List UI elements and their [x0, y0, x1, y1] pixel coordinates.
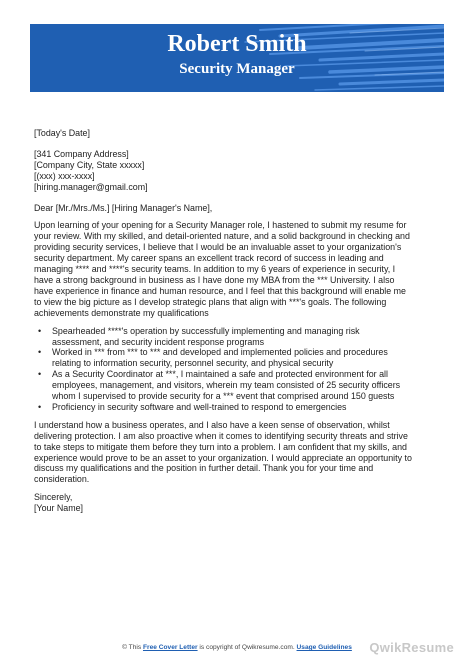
paragraph-line: to take steps to mitigate them before they turn into a problem. I am confident that my skills, and [34, 441, 407, 452]
paragraph-line: delivering protection. I am also proactive when it comes to identifying security threats and strive [34, 430, 408, 441]
paragraph-line: I understand how a business operates, and I also have a keen sense of observation, whilst [34, 419, 390, 430]
bullet-icon: • [38, 401, 42, 412]
paragraph-line: achievements demonstrate my qualifications [34, 307, 209, 318]
letter-date: [Today's Date] [34, 128, 90, 138]
bullet-line: Spearheaded ****'s operation by successfully implementing and managing risk [52, 325, 360, 336]
paragraph-line: security department. My career spans an excellent track record of success in leading and [34, 253, 384, 264]
footer-prefix: © This [122, 644, 143, 651]
bullet-line: whom I supervised to provide security for a *** event that comprised around 150 guests [52, 391, 395, 402]
paragraph-line: to view the big picture as I develop strategic plans that align with ***'s goals. The following [34, 296, 387, 307]
bullet-line: assessment, and security incident response programs [52, 336, 265, 347]
applicant-title: Security Manager [179, 61, 295, 77]
intro-paragraph [34, 220, 444, 318]
footer-middle: is copyright of Qwikresume.com. [197, 644, 297, 651]
list-item [34, 369, 444, 402]
closing-paragraph [34, 420, 444, 485]
paragraph-line: managing **** and ****'s security teams. In addition to my 6 years of experience in security, I [34, 264, 396, 275]
bullet-line: Proficiency in security software and well-trained to respond to emergencies [52, 401, 347, 412]
free-cover-letter-link[interactable]: Free Cover Letter [142, 644, 198, 651]
address-line: [Company City, State xxxxx] [34, 159, 145, 170]
bullet-icon: • [38, 369, 42, 380]
bullet-line: As a Security Coordinator at ***, I maintained a safe and protected environment for all [52, 369, 388, 380]
qwikresume-logo: QwikResume [369, 640, 454, 655]
address-line: [(xxx) xxx-xxxx] [34, 170, 95, 181]
paragraph-line: Upon learning of your opening for a Security Manager role, I hastened to submit my resume for [34, 220, 407, 231]
address-line: [hiring.manager@gmail.com] [34, 181, 148, 192]
paragraph-line: have experience in finance and human resource, and I feel that this background will enable me [34, 285, 406, 296]
bullet-line: Worked in *** from *** to *** and developed and implemented policies and procedures [52, 347, 388, 358]
paragraph-line: have a strong background in business as I have done my MBA from the *** University. I also [34, 274, 395, 285]
applicant-name: Robert Smith [167, 31, 307, 57]
salutation: Dear [Mr./Mrs./Ms.] [Hiring Manager's Name], [34, 202, 213, 213]
paragraph-line: providing security services, I believe that I would be an invaluable asset to your organization's [34, 242, 402, 253]
address-line: [341 Company Address] [34, 148, 129, 159]
paragraph-line: discuss my qualifications and the position in further detail. Thank you for your time and [34, 463, 374, 474]
bullet-icon: • [38, 347, 42, 358]
signoff: Sincerely, [34, 492, 73, 503]
list-item [34, 347, 444, 369]
list-item [34, 402, 444, 413]
bullet-line: relating to information security, personnel security, and physical security [52, 358, 334, 369]
paragraph-line: consideration. [34, 474, 90, 485]
paragraph-line: your review. With my skilled, and detail-oriented nature, and a solid background in checking and [34, 231, 410, 242]
header-banner [30, 24, 444, 92]
letter-body [34, 128, 444, 514]
bullet-icon: • [38, 325, 42, 336]
bullet-line: employees, management, and visitors, wherein my team consisted of 25 security officers [52, 380, 401, 391]
paragraph-line: experience would prove to be an asset to your organization. I would appreciate an opportunity to [34, 452, 412, 463]
usage-guidelines-link[interactable]: Usage Guidelines [296, 644, 352, 651]
achievements-list [34, 326, 444, 413]
signature-name: [Your Name] [34, 503, 84, 514]
list-item [34, 326, 444, 348]
